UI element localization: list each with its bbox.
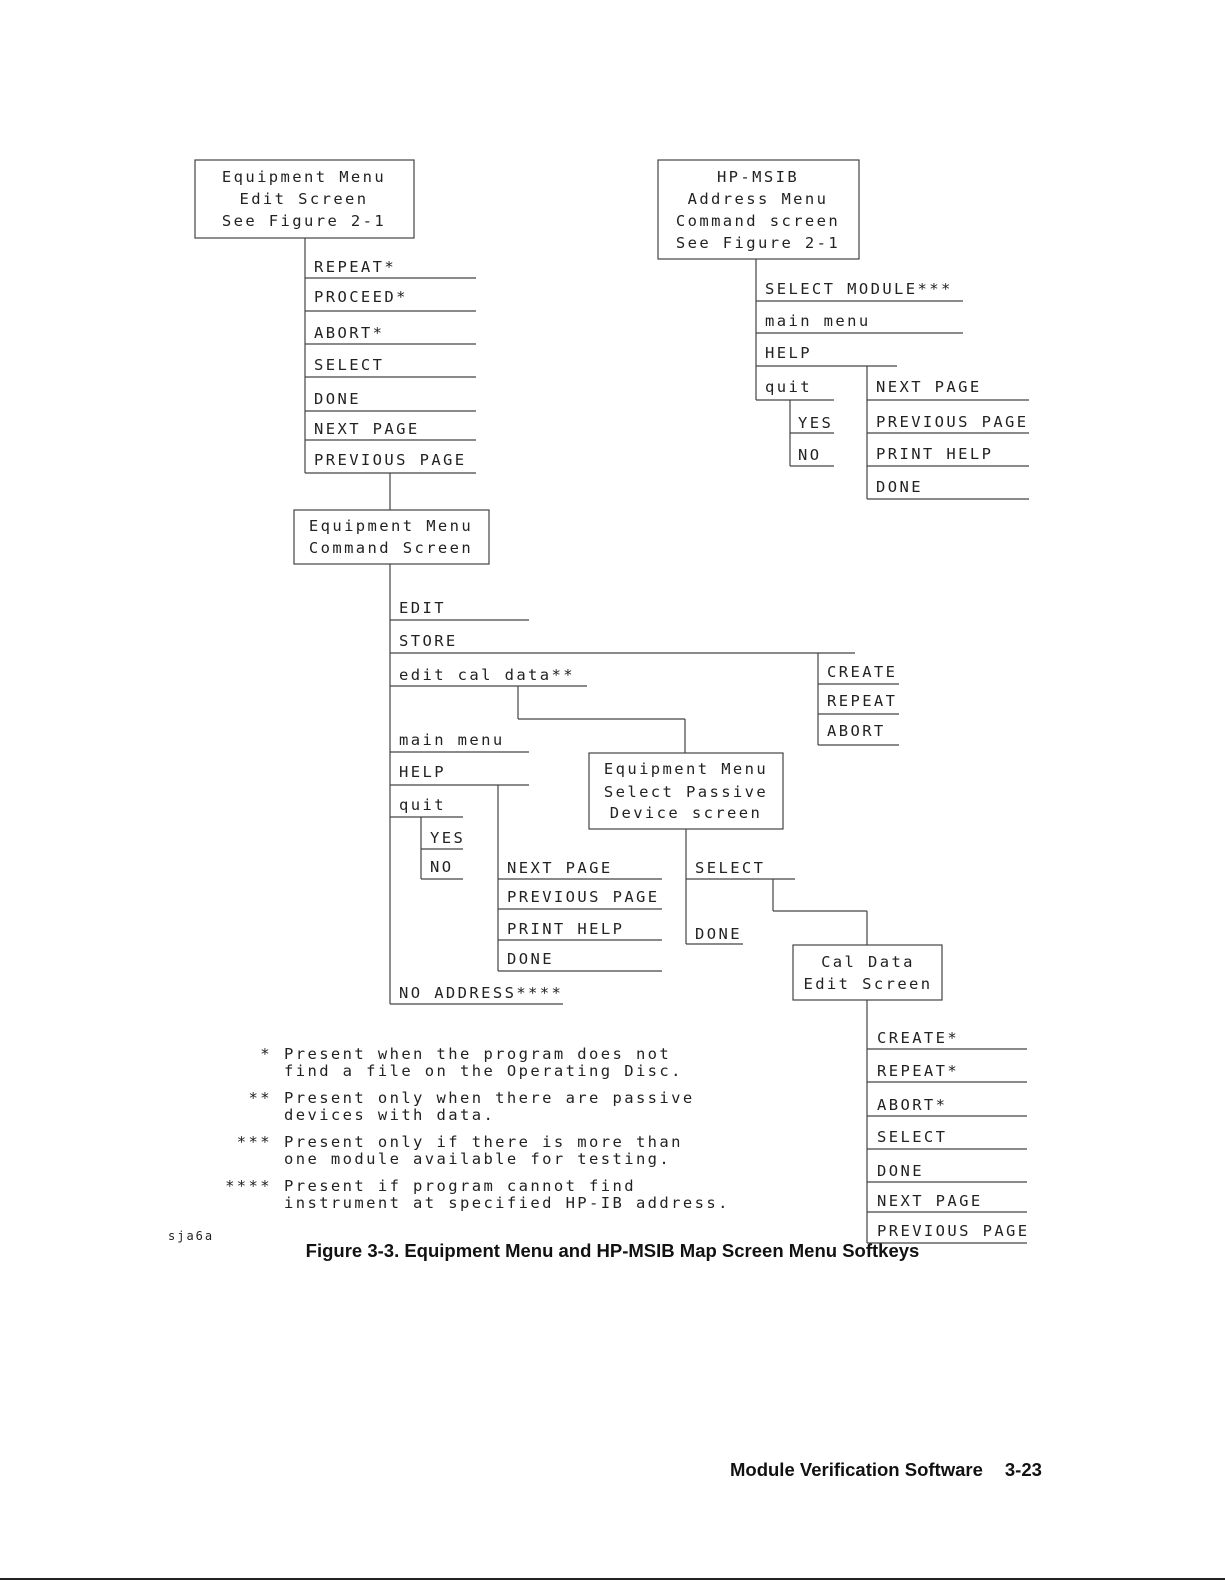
softkey-label: PREVIOUS PAGE: [877, 1222, 1030, 1240]
equip-cmd-box-line: Equipment Menu: [308, 517, 474, 535]
softkey-label: CREATE: [827, 663, 898, 681]
softkey-label: NEXT PAGE: [877, 1192, 983, 1210]
softkey-label: DONE: [507, 950, 554, 968]
equip-edit-box-line: Edit Screen: [239, 190, 369, 208]
bottom-rule: [0, 1578, 1225, 1580]
softkey-label: quit: [765, 378, 812, 396]
softkey-label: HELP: [399, 763, 446, 781]
note-text: find a file on the Operating Disc.: [284, 1062, 683, 1080]
softkey-label: PROCEED*: [314, 288, 408, 306]
softkey-label: CREATE*: [877, 1029, 960, 1047]
hpmsib-box-line: HP-MSIB: [716, 168, 800, 186]
figure-id: sja6a: [168, 1229, 215, 1243]
softkey-label: main menu: [765, 312, 871, 330]
softkey-label: REPEAT*: [877, 1062, 960, 1080]
passive-box-line: Device screen: [609, 804, 763, 822]
equip-cmd-box-line: Command Screen: [308, 539, 474, 557]
softkey-label: STORE: [399, 632, 458, 650]
softkey-label: REPEAT*: [314, 258, 397, 276]
softkey-label: PRINT HELP: [876, 445, 994, 463]
softkey-label: PREVIOUS PAGE: [507, 888, 660, 906]
note-text: instrument at specified HP-IB address.: [284, 1194, 730, 1212]
softkey-label: SELECT: [695, 859, 766, 877]
note-mark: ****: [225, 1177, 272, 1195]
page-number: 3-23: [1004, 1459, 1042, 1480]
softkey-label: NO ADDRESS****: [399, 984, 564, 1002]
softkey-label: NEXT PAGE: [314, 420, 420, 438]
note-text: Present if program cannot find: [284, 1177, 636, 1195]
section-title: Module Verification Software: [730, 1459, 983, 1480]
equip-edit-box-line: Equipment Menu: [221, 168, 387, 186]
note-text: Present only if there is more than: [284, 1133, 683, 1151]
softkey-label: HELP: [765, 344, 812, 362]
softkey-label: ABORT*: [314, 324, 385, 342]
softkey-label: edit cal data**: [399, 666, 575, 684]
option-label: NO: [430, 858, 454, 876]
softkey-label: DONE: [695, 925, 742, 943]
softkey-label: EDIT: [399, 599, 446, 617]
note-text: Present only when there are passive: [284, 1089, 695, 1107]
figure-caption: Figure 3-3. Equipment Menu and HP-MSIB Map Screen Menu Softkeys: [305, 1240, 920, 1261]
softkey-label: DONE: [314, 390, 361, 408]
passive-box-line: Select Passive: [603, 783, 769, 801]
option-label: NO: [798, 446, 822, 464]
passive-box-line: Equipment Menu: [603, 760, 769, 778]
hpmsib-box-line: Command screen: [675, 212, 841, 230]
option-label: YES: [798, 414, 834, 432]
page-footer: [730, 1459, 1042, 1481]
note-text: Present when the program does not: [284, 1045, 672, 1063]
cal-box-line: Cal Data: [821, 953, 915, 971]
softkey-label: NEXT PAGE: [507, 859, 613, 877]
softkey-label: quit: [399, 796, 446, 814]
softkey-label: DONE: [877, 1162, 924, 1180]
softkey-label: SELECT: [877, 1128, 948, 1146]
hpmsib-box-line: Address Menu: [687, 190, 829, 208]
softkey-label: PRINT HELP: [507, 920, 625, 938]
softkey-label: ABORT: [827, 722, 886, 740]
softkey-label: PREVIOUS PAGE: [314, 451, 467, 469]
note-mark: *: [260, 1045, 272, 1063]
softkey-label: main menu: [399, 731, 505, 749]
note-mark: ***: [236, 1133, 272, 1151]
note-text: one module available for testing.: [284, 1150, 672, 1168]
softkey-label: REPEAT: [827, 692, 898, 710]
option-label: YES: [430, 829, 466, 847]
hpmsib-box-line: See Figure 2-1: [675, 234, 841, 252]
equip-edit-box-line: See Figure 2-1: [221, 212, 387, 230]
cal-box-line: Edit Screen: [803, 975, 933, 993]
softkey-label: PREVIOUS PAGE: [876, 413, 1029, 431]
softkey-label: SELECT: [314, 356, 385, 374]
softkey-label: NEXT PAGE: [876, 378, 982, 396]
softkey-label: ABORT*: [877, 1096, 948, 1114]
note-text: devices with data.: [284, 1106, 496, 1124]
softkey-label: SELECT MODULE***: [765, 280, 953, 298]
note-mark: **: [248, 1089, 272, 1107]
softkey-label: DONE: [876, 478, 923, 496]
